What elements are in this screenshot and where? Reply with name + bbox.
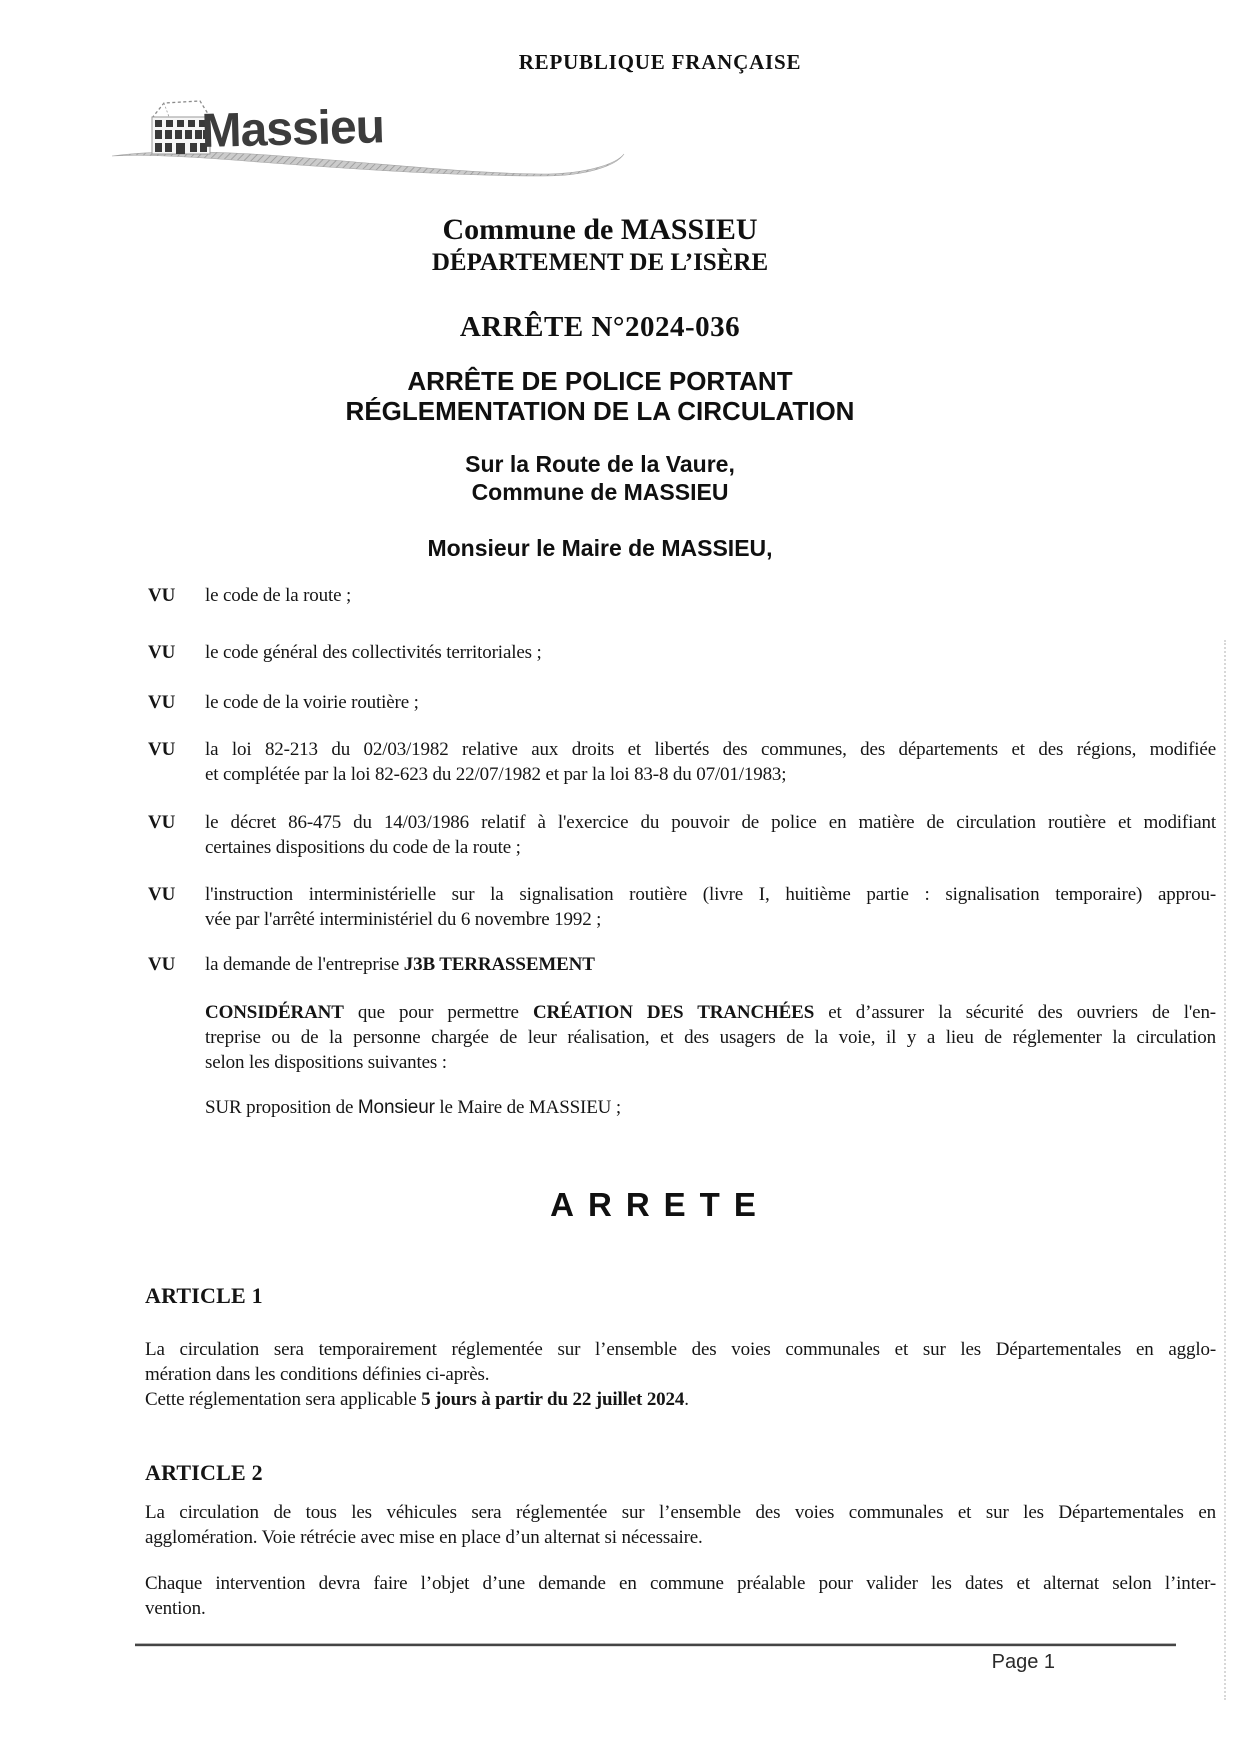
location-line1: Sur la Route de la Vaure, (465, 451, 735, 477)
text-line (145, 1362, 1216, 1387)
vu-label: VU (148, 739, 176, 760)
text-segment: Monsieur (357, 1097, 435, 1118)
vu-text (205, 737, 1216, 787)
text-line (205, 1025, 1216, 1050)
vu-text (205, 810, 1216, 860)
vu-text (205, 583, 1216, 608)
police-title-line2: RÉGLEMENTATION DE LA CIRCULATION (345, 396, 855, 426)
vu-item (148, 810, 1216, 860)
republique-heading: REPUBLIQUE FRANÇAISE (518, 50, 802, 74)
vu-section (148, 583, 1216, 1120)
text-line (145, 1337, 1216, 1362)
text-segment: mération dans les conditions définies ci-après. (145, 1364, 490, 1385)
text-segment: le décret 86-475 du 14/03/1986 relatif à l'exercice du pouvoir de police en matière de circulation routière et modifiant (205, 812, 1216, 833)
text-segment: vention. (145, 1598, 206, 1619)
vu-item (148, 690, 1216, 715)
article-paragraph (145, 1337, 1216, 1412)
text-segment: La circulation sera temporairement réglementée sur l’ensemble des voies communales et sur les Départementales en agglo- (145, 1339, 1216, 1360)
text-segment: La circulation de tous les véhicules sera réglementée sur l’ensemble des voies communales et sur les Départementales en (145, 1502, 1216, 1523)
vu-label: VU (148, 884, 176, 905)
logo-wordmark: Massieu (200, 100, 385, 158)
text-line (205, 907, 1216, 932)
text-segment: et complétée par la loi 82-623 du 22/07/1982 et par la loi 83-8 du 07/01/1983; (205, 764, 787, 785)
text-segment: certaines dispositions du code de la route ; (205, 837, 521, 858)
text-segment: SUR proposition de (205, 1097, 358, 1118)
text-segment: CONSIDÉRANT (205, 1002, 344, 1023)
article-heading: ARTICLE 2 (145, 1460, 263, 1485)
text-line (205, 737, 1216, 762)
article (145, 1460, 1216, 1621)
text-line (205, 690, 1216, 715)
text-segment: le Maire de MASSIEU ; (434, 1097, 621, 1118)
text-line (205, 882, 1216, 907)
scan-artifact (1224, 640, 1226, 1700)
text-segment: 5 jours à partir du 22 juillet 2024 (421, 1389, 685, 1410)
vu-item (148, 882, 1216, 932)
title-block (20, 212, 1180, 562)
vu-label: VU (148, 812, 176, 833)
text-segment: treprise ou de la personne chargée de leur réalisation, et des usagers de la voie, il y a lieu de réglementer la circulation (205, 1027, 1216, 1048)
police-title-line1: ARRÊTE DE POLICE PORTANT (407, 366, 793, 396)
text-line (145, 1525, 1216, 1550)
text-line (205, 1095, 1216, 1120)
massieu-logo-graphic (108, 84, 648, 194)
text-line (205, 835, 1216, 860)
footer-divider (135, 1644, 1176, 1646)
location-line2: Commune de MASSIEU (471, 479, 729, 505)
text-segment: agglomération. Voie rétrécie avec mise en place d’un alternat si nécessaire. (145, 1527, 703, 1548)
page-number: Page 1 (991, 1651, 1055, 1673)
text-segment: Cette réglementation sera applicable (145, 1389, 422, 1410)
text-segment: le code de la route ; (205, 585, 352, 606)
vu-text (205, 640, 1216, 665)
vu-text (205, 882, 1216, 932)
text-line (205, 952, 1216, 977)
vu-item (148, 952, 1216, 977)
vu-label: VU (148, 692, 176, 713)
article (145, 1283, 1216, 1412)
article-paragraph (145, 1500, 1216, 1550)
text-line (205, 1050, 1216, 1075)
vu-text (205, 690, 1216, 715)
text-segment: CRÉATION DES TRANCHÉES (532, 1002, 815, 1023)
text-segment: J3B TERRASSEMENT (403, 954, 595, 975)
text-segment: le code général des collectivités territoriales ; (205, 642, 542, 663)
text-line (205, 810, 1216, 835)
vu-label: VU (148, 642, 176, 663)
text-line (145, 1387, 1216, 1412)
text-segment: . (684, 1389, 689, 1410)
text-segment: la demande de l'entreprise (205, 954, 404, 975)
text-line (145, 1571, 1216, 1596)
vu-list (148, 583, 1216, 977)
text-segment: l'instruction interministérielle sur la signalisation routière (livre I, huitième partie : signalisation temporaire) approu- (205, 884, 1216, 905)
sur-proposition-line (205, 1095, 1216, 1120)
vu-item (148, 583, 1216, 608)
text-line (205, 583, 1216, 608)
vu-item (148, 640, 1216, 665)
text-line (205, 762, 1216, 787)
text-segment: le code de la voirie routière ; (205, 692, 419, 713)
text-segment: et d’assurer la sécurité des ouvriers de l'en- (814, 1002, 1216, 1023)
departement-title: DÉPARTEMENT DE L’ISÈRE (431, 249, 769, 276)
article-heading: ARTICLE 1 (145, 1283, 263, 1308)
article-paragraph (145, 1571, 1216, 1621)
text-line (205, 640, 1216, 665)
considerant-paragraph (205, 1000, 1216, 1075)
vu-label: VU (148, 585, 176, 606)
vu-text (205, 952, 1216, 977)
text-segment: selon les dispositions suivantes : (205, 1052, 447, 1073)
text-segment: que pour permettre (343, 1002, 533, 1023)
swoosh-wave (112, 152, 624, 176)
arrete-number-title: ARRÊTE N°2024-036 (459, 311, 741, 343)
text-segment: Chaque intervention devra faire l’objet d’une demande en commune préalable pour valider les dates et alternat selon l’inter- (145, 1573, 1216, 1594)
commune-title: Commune de MASSIEU (442, 213, 758, 246)
text-segment: la loi 82-213 du 02/03/1982 relative aux droits et libertés des communes, des départements et des régions, modifiée (205, 739, 1216, 760)
vu-item (148, 737, 1216, 787)
text-line (145, 1596, 1216, 1621)
arrete-heading: ARRETE (550, 1186, 770, 1223)
text-line (205, 1000, 1216, 1025)
text-line (145, 1500, 1216, 1525)
vu-label: VU (148, 954, 176, 975)
articles-section (145, 1283, 1216, 1621)
maire-line: Monsieur le Maire de MASSIEU, (427, 535, 773, 561)
commune-logo (108, 84, 648, 194)
text-segment: vée par l'arrêté interministériel du 6 novembre 1992 ; (205, 909, 602, 930)
